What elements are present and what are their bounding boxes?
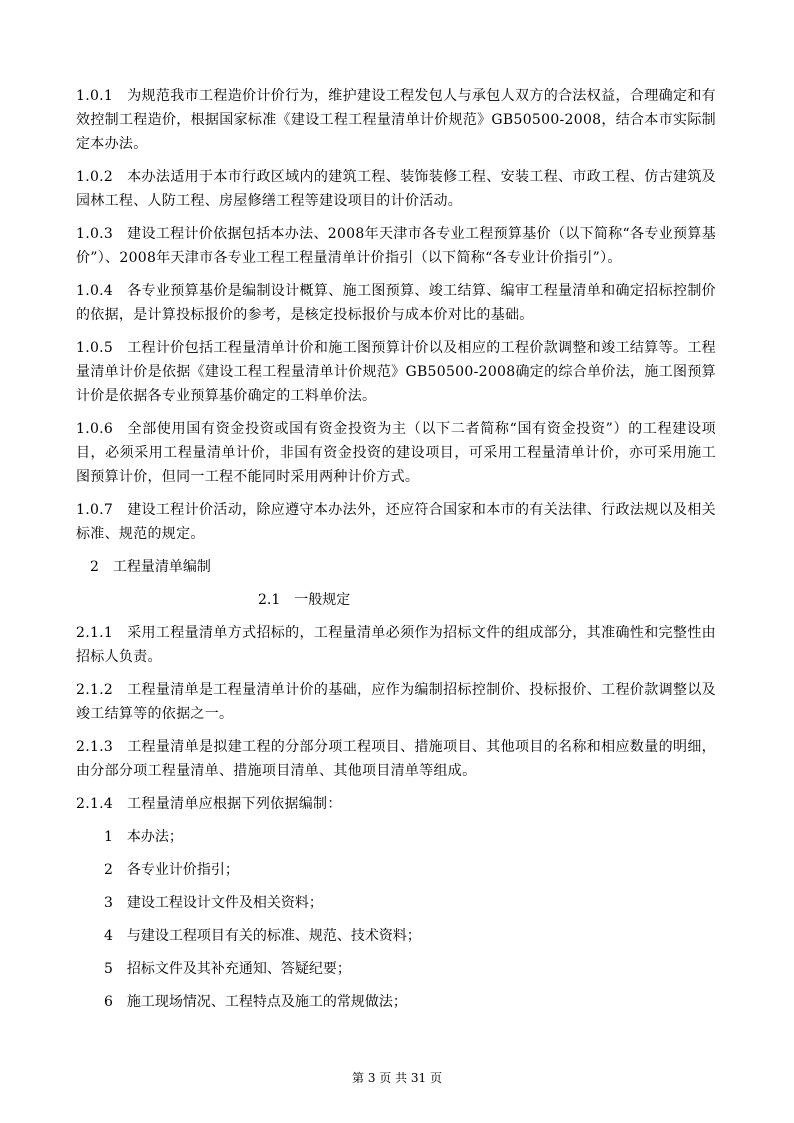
paragraph-1-0-5: 1.0.5 工程计价包括工程量清单计价和施工图预算计价以及相应的工程价款调整和竣工结算等。工程量清单计价是依据《建设工程工程量清单计价规范》GB50500-2008确定的综合单价法，施工图预算计价是依据各专业预算基价确定的工料单价法。	[76, 340, 716, 404]
list-item: 6 施工现场情况、工程特点及施工的常规做法；	[104, 994, 407, 1010]
list-item: 3 建设工程设计文件及相关资料；	[104, 895, 323, 911]
paragraph-1-0-2: 1.0.2 本办法适用于本市行政区域内的建筑工程、装饰装修工程、安装工程、市政工程、仿古建筑及园林工程、人防工程、房屋修缮工程等建设项目的计价活动。	[76, 169, 716, 209]
paragraph-1-0-7: 1.0.7 建设工程计价活动，除应遵守本办法外，还应符合国家和本市的有关法律、行政法规以及相关标准、规范的规定。	[76, 502, 716, 542]
paragraph-2-1-3: 2.1.3 工程量清单是拟建工程的分部分项工程项目、措施项目、其他项目的名称和相应数量的明细，由分部分项工程量清单、措施项目清单、其他项目清单等组成。	[76, 739, 716, 779]
list-item: 2 各专业计价指引；	[104, 862, 239, 878]
subsection-heading: 2.1 一般规定	[258, 592, 351, 608]
section-heading: 2 工程量清单编制	[90, 559, 211, 575]
paragraph-1-0-1: 1.0.1 为规范我市工程造价计价行为，维护建设工程发包人与承包人双方的合法权益，合理确定和有效控制工程造价，根据国家标准《建设工程工程量清单计价规范》GB50500-2008，结合本市实际制定本办法。	[76, 88, 716, 152]
list-item: 5 招标文件及其补充通知、答疑纪要；	[104, 961, 351, 977]
list-item: 1 本办法；	[104, 829, 183, 845]
paragraph-2-1-2: 2.1.2 工程量清单是工程量清单计价的基础，应作为编制招标控制价、投标报价、工程价款调整以及竣工结算等的依据之一。	[76, 682, 716, 722]
paragraph-2-1-1: 2.1.1 采用工程量清单方式招标的，工程量清单必须作为招标文件的组成部分，其准确性和完整性由招标人负责。	[76, 625, 716, 665]
page-footer: 第 3 页 共 31 页	[352, 1071, 442, 1085]
paragraph-1-0-4: 1.0.4 各专业预算基价是编制设计概算、施工图预算、竣工结算、编审工程量清单和确定招标控制价的依据，是计算投标报价的参考，是核定投标报价与成本价对比的基础。	[76, 283, 716, 323]
list-item: 4 与建设工程项目有关的标准、规范、技术资料；	[104, 928, 421, 944]
paragraph-1-0-3: 1.0.3 建设工程计价依据包括本办法、2008年天津市各专业工程预算基价（以下简称“各专业预算基价”）、2008年天津市各专业工程工程量清单计价指引（以下简称“各专业计价指引”）。	[76, 226, 716, 266]
paragraph-1-0-6: 1.0.6 全部使用国有资金投资或国有资金投资为主（以下二者简称“国有资金投资”）的工程建设项目，必须采用工程量清单计价，非国有资金投资的建设项目，可采用工程量清单计价，亦可采用施工图预算计价，但同一工程不能同时采用两种计价方式。	[76, 421, 716, 485]
document-body	[76, 84, 716, 1023]
paragraph-2-1-4: 2.1.4 工程量清单应根据下列依据编制：	[76, 796, 342, 812]
